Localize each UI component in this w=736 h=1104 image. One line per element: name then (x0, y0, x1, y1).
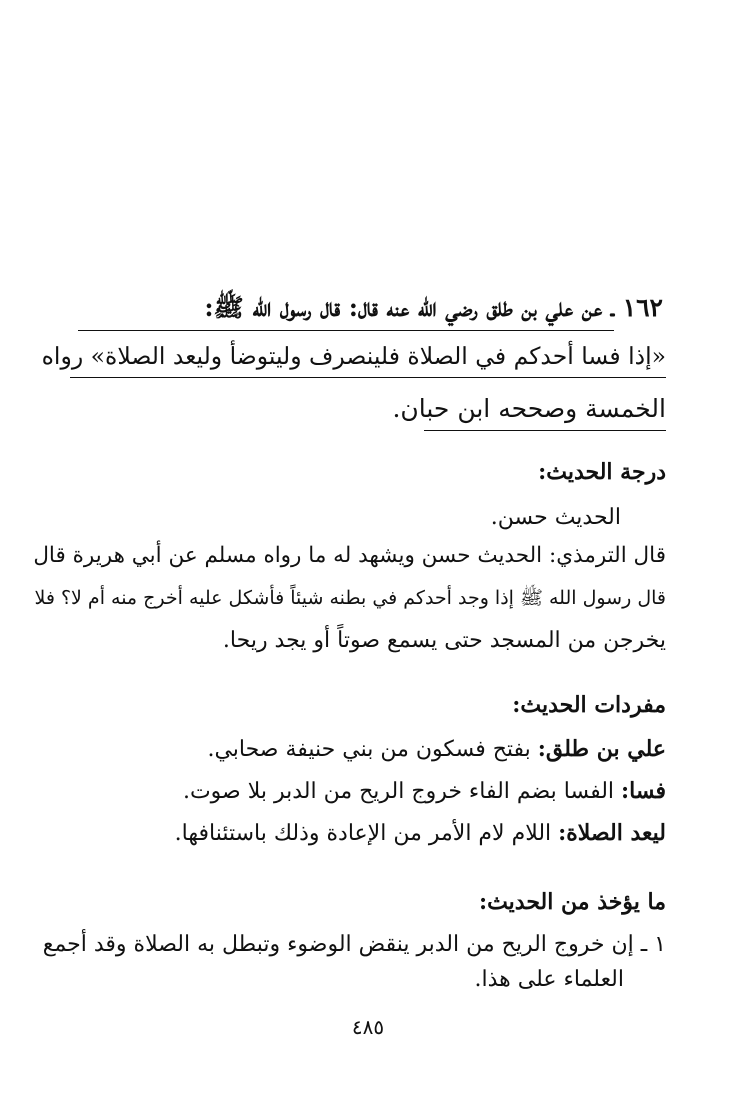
hadith-underline-1 (78, 330, 614, 331)
vocabulary-item (175, 818, 666, 849)
tirmidhi-line-2: قال رسول الله ﷺ إذا وجد أحدكم في بطنه شيئاً فأشكل عليه أخرج منه أم لا؟ فلا (34, 587, 666, 609)
vocabulary-term: ليعد الصلاة: (558, 820, 666, 846)
vocabulary-definition: بفتح فسكون من بني حنيفة صحابي. (207, 737, 531, 762)
vocabulary-definition: الفسا بضم الفاء خروج الريح من الدبر بلا صوت. (182, 779, 615, 804)
lessons-heading: ما يؤخذ من الحديث: (478, 889, 666, 915)
lesson-item-1-line-2: العلماء على هذا. (474, 967, 624, 992)
tirmidhi-line-3: يخرجن من المسجد حتى يسمع صوتاً أو يجد ريحا. (222, 628, 666, 653)
tirmidhi-line-1: قال الترمذي: الحديث حسن ويشهد له ما رواه مسلم عن أبي هريرة قال (33, 543, 666, 568)
vocabulary-item (207, 734, 666, 765)
hadith-number: ١٦٢ (622, 293, 663, 322)
page-number: ٤٨٥ (351, 1015, 385, 1039)
lesson-text: ـ إن خروج الريح من الدبر ينقض الوضوء وتبطل به الصلاة وقد أجمع (42, 932, 648, 957)
vocabulary-definition: اللام لام الأمر من الإعادة وذلك باستئنافها. (174, 821, 552, 846)
vocabulary-item (183, 776, 666, 807)
vocabulary-heading: مفردات الحديث: (512, 692, 666, 718)
hadith-underline-3 (424, 430, 666, 431)
hadith-chain: ـ عن علي بن طلق رضي الله عنه قال: قال رسول الله ﷺ: (204, 293, 614, 322)
hadith-line-2: «إذا فسا أحدكم في الصلاة فلينصرف وليتوضأ وليعد الصلاة» رواه (41, 342, 666, 370)
hadith-line-3: الخمسة وصححه ابن حبان. (392, 394, 666, 423)
hadith-line-1 (204, 293, 663, 323)
hadith-underline-2 (70, 377, 666, 378)
vocabulary-term: فسا: (621, 778, 666, 804)
lesson-item-1-line-1 (43, 930, 666, 960)
grade-heading: درجة الحديث: (538, 459, 666, 485)
lesson-number: ١ (654, 932, 666, 957)
vocabulary-term: علي بن طلق: (537, 736, 666, 762)
grade-value: الحديث حسن. (490, 505, 621, 530)
